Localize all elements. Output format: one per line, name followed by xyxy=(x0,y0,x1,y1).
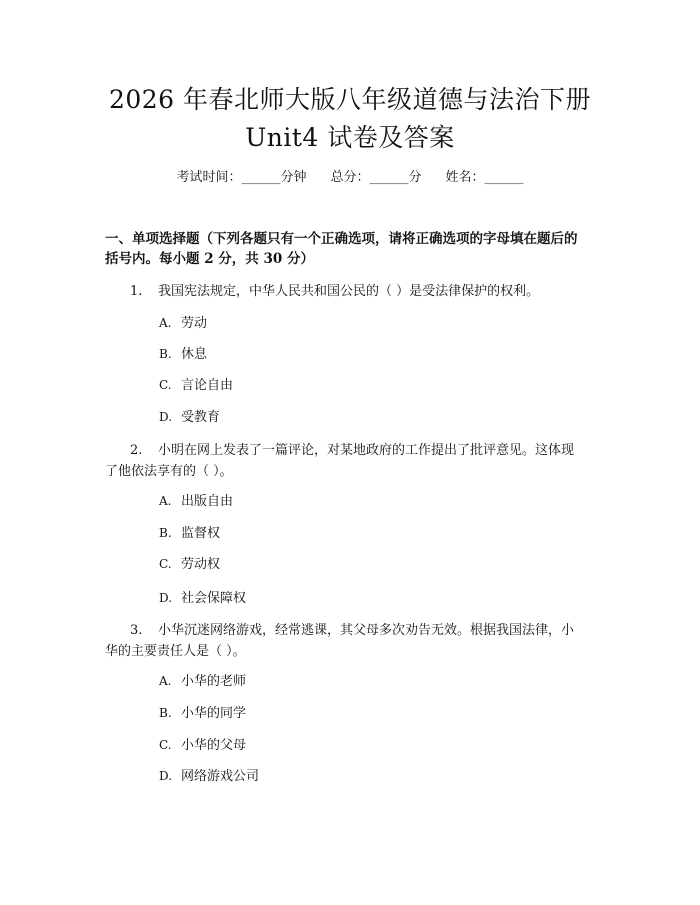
option-2b xyxy=(159,524,220,543)
question-2 xyxy=(130,440,574,461)
option-1a xyxy=(159,314,207,333)
student-name-field: 姓名：______ xyxy=(445,170,524,185)
option-3a xyxy=(159,672,246,691)
option-text: 劳动权 xyxy=(181,557,221,572)
option-text: 网络游戏公司 xyxy=(181,769,260,784)
option-letter: B. xyxy=(159,526,172,540)
option-2c xyxy=(159,555,220,574)
question-3-continuation: 华的主要责任人是（ ）。 xyxy=(105,644,246,659)
option-letter: B. xyxy=(159,706,172,720)
option-letter: D. xyxy=(159,769,173,783)
option-text: 受教育 xyxy=(181,410,221,425)
option-text: 社会保障权 xyxy=(181,591,247,606)
option-text: 言论自由 xyxy=(181,378,234,393)
option-text: 小华的父母 xyxy=(181,738,247,753)
option-letter: B. xyxy=(159,347,172,361)
section-1-heading-line-2: 括号内。每小题 2 分，共 30 分） xyxy=(105,251,314,267)
option-text: 休息 xyxy=(181,347,208,362)
option-letter: C. xyxy=(159,738,172,752)
question-number: 3. xyxy=(130,623,143,638)
option-text: 监督权 xyxy=(181,526,221,541)
option-letter: A. xyxy=(159,674,172,688)
question-3 xyxy=(130,620,574,641)
exam-info-row xyxy=(0,169,700,187)
option-letter: C. xyxy=(159,378,172,392)
question-text: 小明在网上发表了一篇评论，对某地政府的工作提出了批评意见。这体现 xyxy=(158,443,575,458)
option-letter: D. xyxy=(159,591,173,605)
total-score-field: 总分：______分 xyxy=(330,170,422,185)
option-letter: D. xyxy=(159,410,173,424)
option-1c xyxy=(159,376,233,395)
option-text: 小华的同学 xyxy=(181,706,247,721)
option-letter: A. xyxy=(159,316,172,330)
option-text: 小华的老师 xyxy=(181,674,247,689)
exam-title-line-2: Unit4 试卷及答案 xyxy=(245,123,455,152)
option-3c xyxy=(159,736,246,755)
option-letter: A. xyxy=(159,494,172,508)
question-2-continuation: 了他依法享有的（ ）。 xyxy=(105,464,233,479)
option-3d xyxy=(159,767,259,786)
option-1b xyxy=(159,345,207,364)
exam-time-field: 考试时间：______分钟 xyxy=(176,170,307,185)
question-text: 我国宪法规定，中华人民共和国公民的（ ）是受法律保护的权利。 xyxy=(158,284,540,299)
option-text: 出版自由 xyxy=(181,494,234,509)
option-2a xyxy=(159,492,233,511)
exam-title-line-1: 2026 年春北师大版八年级道德与法治下册 xyxy=(108,85,592,114)
option-1d xyxy=(159,408,220,427)
section-1-heading xyxy=(105,229,600,269)
question-number: 1. xyxy=(130,284,143,299)
question-number: 2. xyxy=(130,443,143,458)
question-1 xyxy=(130,281,539,302)
option-2d xyxy=(159,589,246,608)
option-text: 劳动 xyxy=(181,316,208,331)
section-1-heading-line-1: 一、单项选择题（下列各题只有一个正确选项，请将正确选项的字母填在题后的 xyxy=(105,231,578,247)
question-text: 小华沉迷网络游戏，经常逃课，其父母多次劝告无效。根据我国法律，小 xyxy=(158,623,575,638)
option-3b xyxy=(159,704,246,723)
option-letter: C. xyxy=(159,557,172,571)
